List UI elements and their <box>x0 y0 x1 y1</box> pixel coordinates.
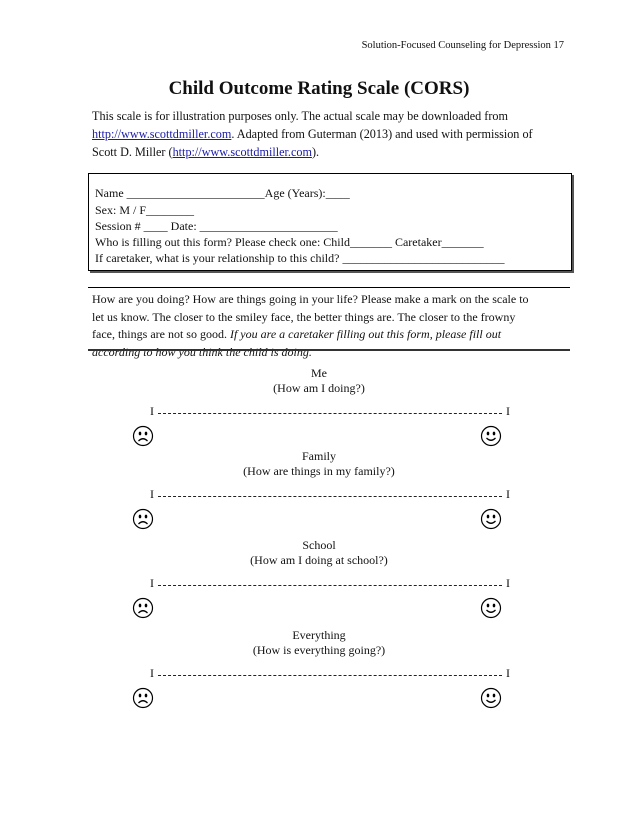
intro-text-1: This scale is for illustration purposes only. The actual scale may be downloaded from <box>92 109 508 123</box>
session-date-field[interactable]: Session # ____ Date: _______________________ <box>95 219 338 233</box>
smiley-face-icon <box>480 687 502 709</box>
instructions-line-3: face, things are not so good. If you are a caretaker filling out this form, please fill out <box>92 327 502 341</box>
scale-line[interactable] <box>150 576 510 591</box>
scale-label: Everything <box>292 628 346 642</box>
scale-right-end: I <box>506 666 510 680</box>
smiley-face-icon <box>480 425 502 447</box>
page-title: Child Outcome Rating Scale (CORS) <box>168 78 470 99</box>
who-filling-field[interactable]: Who is filling out this form? Please check one: Child_______ Caretaker_______ <box>95 235 484 249</box>
scottdmiller-link-1[interactable]: http://www.scottdmiller.com <box>92 127 232 141</box>
smiley-face-icon <box>480 597 502 619</box>
scale-question: (How am I doing?) <box>273 381 365 395</box>
scale-label: Family <box>301 449 336 463</box>
frowny-face-icon <box>132 425 154 447</box>
scale-left-end: I <box>150 666 154 680</box>
instructions-block <box>92 291 570 361</box>
scale-question: (How am I doing at school?) <box>250 553 388 567</box>
frowny-face-icon <box>132 597 154 619</box>
intro-text-2: . Adapted from Guterman (2013) and used with permission of <box>231 127 533 141</box>
scale-dashes <box>158 585 502 586</box>
scale-question: (How are things in my family?) <box>243 464 395 478</box>
scale-line[interactable] <box>150 666 510 681</box>
instructions-line-2: let us know. The closer to the smiley face, the better things are. The closer to the frowny <box>92 309 516 324</box>
frowny-face-icon <box>132 508 154 530</box>
scale-label: School <box>302 538 336 552</box>
running-header: Solution-Focused Counseling for Depression 17 <box>361 40 564 51</box>
sex-field[interactable]: Sex: M / F________ <box>95 203 195 217</box>
intro-text-4: ). <box>311 145 320 159</box>
instructions-line-4: according to how you think the child is doing. <box>92 344 312 359</box>
name-age-field[interactable]: Name _______________________Age (Years):____ <box>95 186 350 200</box>
demographics-box <box>88 173 572 271</box>
scale-line[interactable] <box>150 487 510 502</box>
scale-dashes <box>158 413 502 414</box>
scottdmiller-link-2[interactable]: http://www.scottdmiller.com <box>172 145 312 159</box>
scale-right-end: I <box>506 576 510 590</box>
scale-label: Me <box>311 366 327 380</box>
scale-right-end: I <box>506 404 510 418</box>
smiley-face-icon <box>480 508 502 530</box>
scale-left-end: I <box>150 404 154 418</box>
scale-question: (How is everything going?) <box>252 643 386 657</box>
intro-text-3: Scott D. Miller ( <box>92 145 173 159</box>
scale-dashes <box>158 675 502 676</box>
instructions-line-1: How are you doing? How are things going in your life? Please make a mark on the scale to <box>92 292 529 306</box>
intro-paragraph <box>92 107 552 161</box>
scale-left-end: I <box>150 576 154 590</box>
scale-left-end: I <box>150 487 154 501</box>
scale-dashes <box>158 496 502 497</box>
scale-right-end: I <box>506 487 510 501</box>
relationship-field[interactable]: If caretaker, what is your relationship to this child? ___________________________ <box>95 251 505 265</box>
scale-line[interactable] <box>150 404 510 419</box>
frowny-face-icon <box>132 687 154 709</box>
